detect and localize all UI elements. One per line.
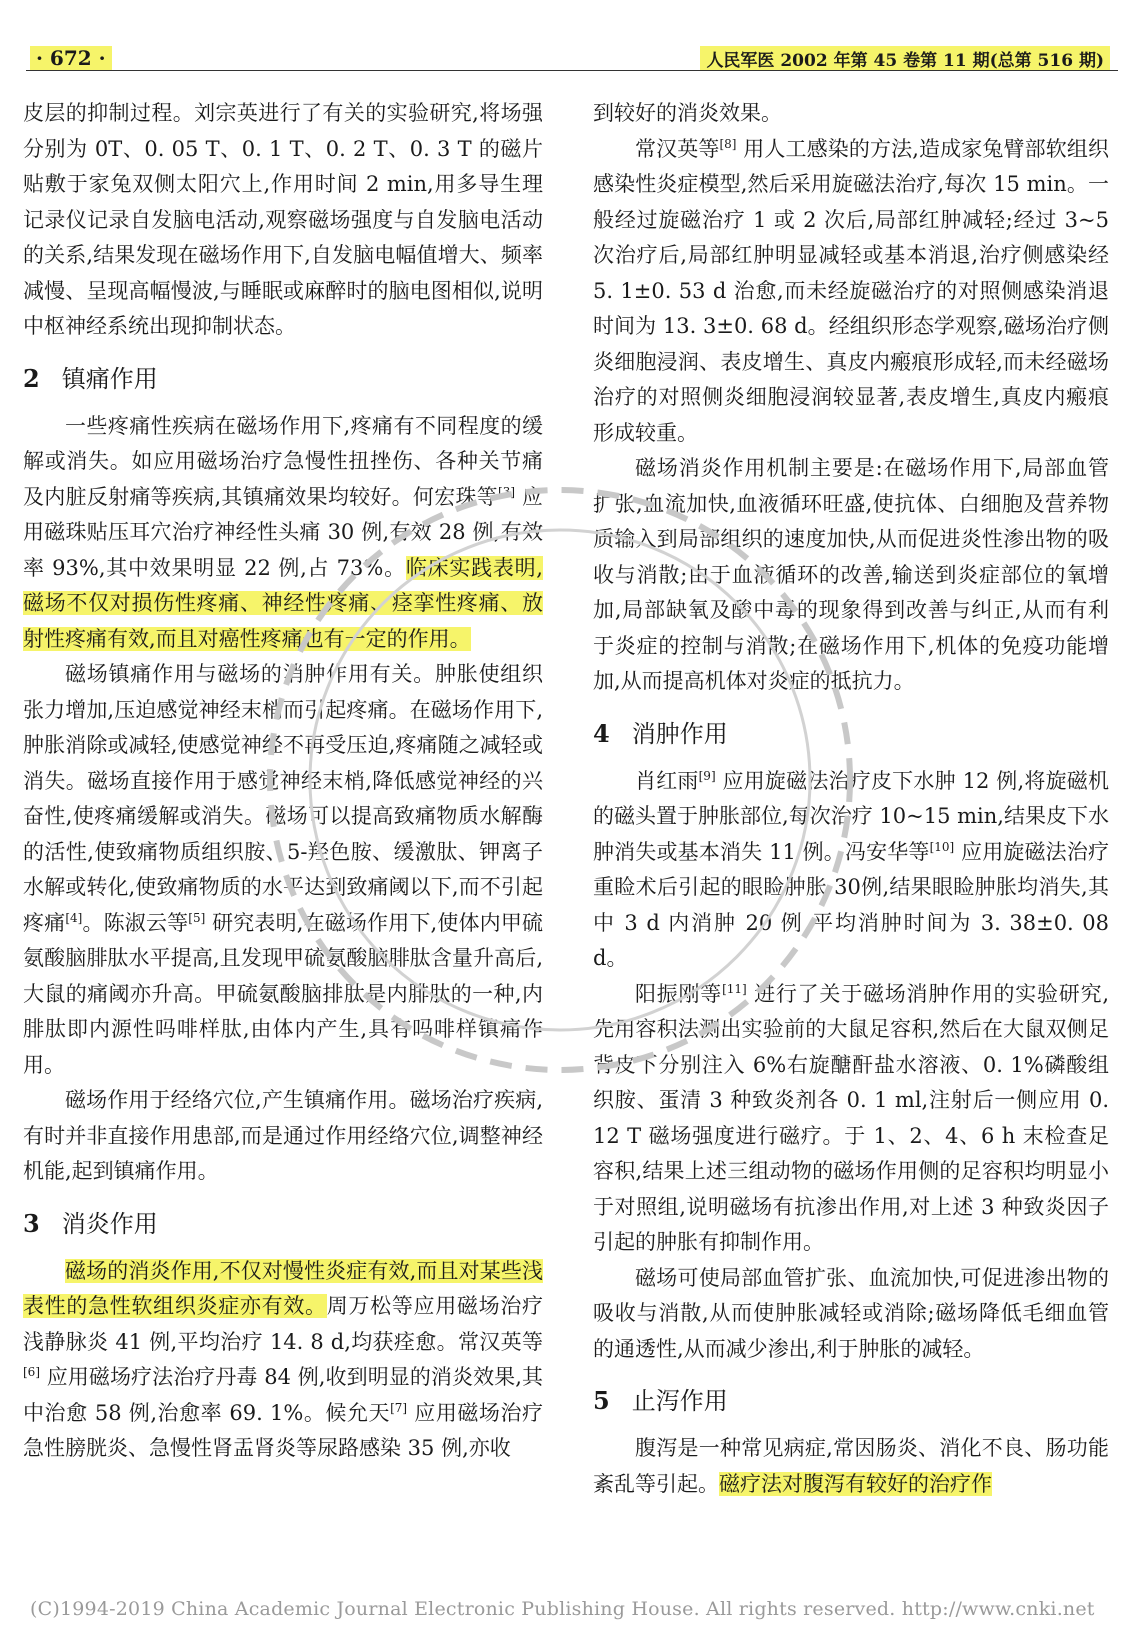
citation: [11] [722,981,747,996]
citation: [10] [929,839,955,854]
paragraph: 磁场作用于经络穴位,产生镇痛作用。磁场治疗疾病,有时并非直接作用患部,而是通过作用经络穴位,调整神经机能,起到镇痛作用。 [23,1088,543,1183]
section-title: 消肿作用 [631,719,728,748]
left-column [23,96,543,1467]
paragraph: 到较好的消炎效果。 [593,101,782,125]
paragraph: 皮层的抑制过程。刘宗英进行了有关的实验研究,将场强分别为 0T、0. 05 T、0. 1 T、0. 2 T、0. 3 T 的磁片贴敷于家兔双侧太阳穴上,作用时间 2 min,用多导生理记录仪记录自发脑电活动,观察磁场强度与自发脑电活动的关系,结果发现在磁场作用下,自发脑电幅值增大、频率减慢、呈现高幅慢波,与睡眠或麻醉时的脑电图相似,说明中枢神经系统出现抑制状态。 [23,101,543,338]
section-number: 4 [593,718,610,748]
paragraph [593,977,1109,1261]
text: 磁场镇痛作用与磁场的消肿作用有关。肿胀使组织张力增加,压迫感觉神经末梢而引起疼痛。在磁场作用下,肿胀消除或减轻,使感觉神经不再受压迫,疼痛随之减轻或消失。磁场直接作用于感觉神经末梢,降低感觉神经的兴奋性,使疼痛缓解或消失。磁场可以提高致痛物质水解酶的活性,使致痛物质组织胺、5-羟色胺、缓激肽、钾离子水解或转化,使致痛物质的水平达到致痛阈以下,而不引起疼痛 [23,662,543,935]
citation: [5] [188,910,206,925]
section-title: 消炎作用 [61,1209,158,1238]
section-heading-5 [593,1385,1109,1417]
text: 。陈淑云等 [82,910,189,935]
text: 应用旋磁法治疗皮下水肿 12 例,将旋磁机的磁头置于肿胀部位,每次治疗 10~15 min,结果皮下水肿消失或基本消失 11 例。冯安华等 [593,768,1110,864]
citation: [9] [698,768,716,783]
citation: [6] [23,1365,40,1379]
section-number: 3 [23,1208,40,1238]
text: 一些疼痛性疾病在磁场作用下,疼痛有不同程度的缓解或消失。如应用磁场治疗急慢性扭挫伤、各种关节痛及内脏反射痛等疾病,其镇痛效果均较好。何宏珠等 [23,413,543,509]
section-number: 5 [593,1386,610,1415]
paragraph [23,409,543,658]
page-number: · 672 · [30,46,112,70]
paragraph [593,764,1109,977]
text: 应用磁珠贴压耳穴治疗神经性头痛 30 例,有效 28 例,有效率 93%,其中效果明显 22 例,占 73%。 [23,484,543,580]
section-title: 止泻作用 [631,1387,728,1415]
paragraph [23,657,543,1083]
highlighted-text: 磁场的消炎作用,不仅对慢性炎症有效,而且对某些浅表性的急性软组织炎症亦有效。 [23,1258,543,1318]
header-rule [26,70,1118,71]
text: 阳振刚等 [635,981,723,1006]
section-heading-2 [23,363,543,395]
section-title: 镇痛作用 [61,364,158,393]
citation: [4] [65,910,83,925]
citation: [7] [390,1400,408,1415]
journal-header: 人民军医 2002 年第 45 卷第 11 期(总第 516 期) [700,46,1110,71]
text: 应用旋磁法治疗重睑术后引起的眼睑肿胀 30例,结果眼睑肿胀均消失,其中 3 d 内消肿 20 例,平均消肿时间为 3. 38±0. 08 d。 [593,839,1109,970]
highlighted-text: 磁疗法对腹泻有较好的治疗作 [719,1471,992,1496]
right-column [593,96,1109,1502]
paragraph [23,1254,543,1467]
paragraph: 磁场消炎作用机制主要是:在磁场作用下,局部血管扩张,血流加快,血液循环旺盛,使抗体、白细胞及营养物质输入到局部组织的速度加快,从而促进炎性渗出物的吸收与消散;由于血液循环的改善,输送到炎症部位的氧增加,局部缺氧及酸中毒的现象得到改善与纠正,从而有利于炎症的控制与消散;在磁场作用下,机体的免疫功能增加,从而提高机体对炎症的抵抗力。 [593,456,1109,693]
text: 肖红雨 [635,768,699,793]
citation: [8] [719,136,737,151]
section-heading-4 [593,718,1109,750]
text: 应用磁场治疗急性膀胱炎、急慢性肾盂肾炎等尿路感染 35 例,亦收 [23,1400,543,1460]
paragraph [593,132,1109,452]
text: 研究表明,在磁场作用下,使体内甲硫氨酸脑腓肽水平提高,且发现甲硫氨酸脑腓肽含量升高后,大鼠的痛阈亦升高。甲硫氨酸脑排肽是内腓肽的一种,内腓肽即内源性吗啡样肽,由体内产生,具有吗啡样镇痛作用。 [23,910,544,1077]
copyright-footer: (C)1994-2019 China Academic Journal Electronic Publishing House. All rights reserved. http://www.cnki.net [30,1598,1095,1620]
text: 腹泻是一种常见病症,常因肠炎、消化不良、肠功能紊乱等引起。 [593,1436,1109,1496]
highlighted-text: 临床实践表明,磁场不仅对损伤性疼痛、神经性疼痛、痉挛性疼痛、放射性疼痛有效,而且对癌性疼痛也有一定的作用。 [23,555,543,651]
section-heading-3 [23,1208,543,1240]
text: 周万松等应用磁场治疗浅静脉炎 41 例,平均治疗 14. 8 d,均获痊愈。常汉英等 [23,1294,544,1354]
citation: [3] [498,484,516,499]
section-number: 2 [23,363,40,393]
text: 进行了关于磁场消肿作用的实验研究,先用容积法测出实验前的大鼠足容积,然后在大鼠双侧足背皮下分别注入 6%右旋醣酐盐水溶液、0. 1%磷酸组织胺、蛋清 3 种致炎剂各 0. 1 ml,注射后一侧应用 0. 12 T 磁场强度进行磁疗。于 1、2、4、6 h 末检查足容积,结果上述三组动物的磁场作用侧的足容积均明显小于对照组,说明磁场有抗渗出作用,对上述 3 种致炎因子引起的肿胀有抑制作用。 [593,981,1110,1254]
paragraph: 磁场可使局部血管扩张、血流加快,可促进渗出物的吸收与消散,从而使肿胀减轻或消除;磁场降低毛细血管的通透性,从而减少渗出,利于肿胀的减轻。 [593,1265,1109,1361]
text: 用人工感染的方法,造成家兔臂部软组织感染性炎症模型,然后采用旋磁法治疗,每次 15 min。一般经过旋磁治疗 1 或 2 次后,局部红肿减轻;经过 3~5 次治疗后,局部红肿明显减轻或基本消退,治疗侧感染经 5. 1±0. 53 d 治愈,而未经旋磁治疗的对照侧感染消退时间为 13. 3±0. 68 d。经组织形态学观察,磁场治疗侧炎细胞浸润、表皮增生、真皮内瘢痕形成轻,而未经磁场治疗的对照侧炎细胞浸润较显著,表皮增生,真皮内瘢痕形成较重。 [593,136,1109,445]
paragraph [593,1431,1109,1502]
text: 常汉英等 [635,136,720,161]
text: 应用磁场疗法治疗丹毒 84 例,收到明显的消炎效果,其中治愈 58 例,治愈率 69. 1%。候允天 [23,1365,543,1425]
